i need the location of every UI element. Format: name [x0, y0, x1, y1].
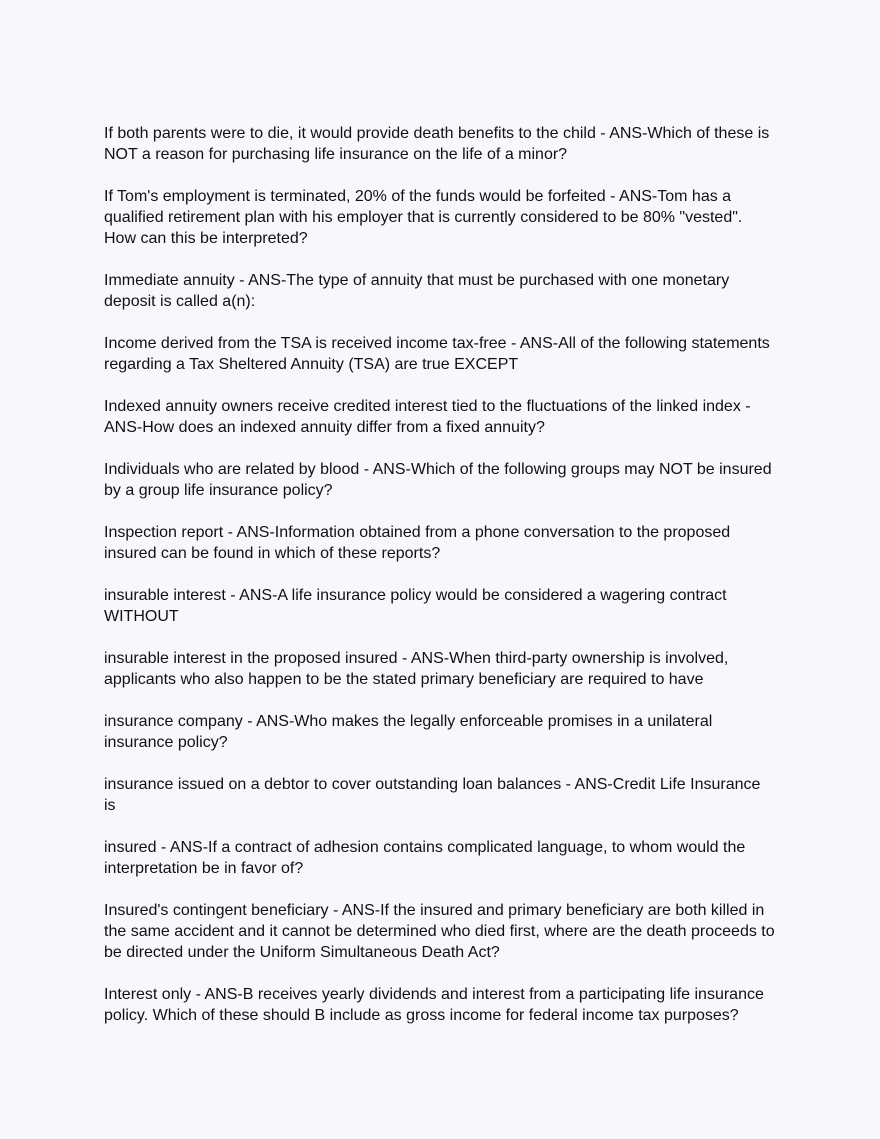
- qa-item: If both parents were to die, it would provide death benefits to the child - ANS-Which of these is NOT a reason for purchasing life insurance on the life of a minor?: [104, 125, 770, 163]
- qa-item: insurance issued on a debtor to cover outstanding loan balances - ANS-Credit Life Insurance is: [104, 776, 761, 814]
- qa-item: Individuals who are related by blood - ANS-Which of the following groups may NOT be insured by a group life insurance policy?: [104, 461, 772, 499]
- qa-item: Indexed annuity owners receive credited interest tied to the fluctuations of the linked index - ANS-How does an indexed annuity differ from a fixed annuity?: [104, 398, 751, 436]
- qa-item: Immediate annuity - ANS-The type of annuity that must be purchased with one monetary deposit is called a(n):: [104, 272, 730, 310]
- qa-item: insurable interest - ANS-A life insurance policy would be considered a wagering contract WITHOUT: [104, 587, 727, 625]
- qa-item: insurable interest in the proposed insured - ANS-When third-party ownership is involved, applicants who also happen to be the stated primary beneficiary are required to have: [104, 650, 729, 688]
- qa-item: Inspection report - ANS-Information obtained from a phone conversation to the proposed insured can be found in which of these reports?: [104, 524, 731, 562]
- qa-item: insured - ANS-If a contract of adhesion contains complicated language, to whom would the interpretation be in favor of?: [104, 839, 746, 877]
- document-page: [104, 123, 776, 1047]
- qa-item: If Tom's employment is terminated, 20% of the funds would be forfeited - ANS-Tom has a qualified retirement plan with his employer that is currently considered to be 80% "vested". How can this be interpreted?: [104, 188, 743, 247]
- qa-item: insurance company - ANS-Who makes the legally enforceable promises in a unilateral insurance policy?: [104, 713, 713, 751]
- qa-item: Income derived from the TSA is received income tax-free - ANS-All of the following statements regarding a Tax Sheltered Annuity (TSA) are true EXCEPT: [104, 335, 770, 373]
- qa-item: Insured's contingent beneficiary - ANS-If the insured and primary beneficiary are both killed in the same accident and it cannot be determined who died first, where are the death proceeds to be directed under the Uniform Simultaneous Death Act?: [104, 902, 775, 961]
- qa-item: Interest only - ANS-B receives yearly dividends and interest from a participating life insurance policy. Which of these should B include as gross income for federal income tax purposes?: [104, 986, 764, 1024]
